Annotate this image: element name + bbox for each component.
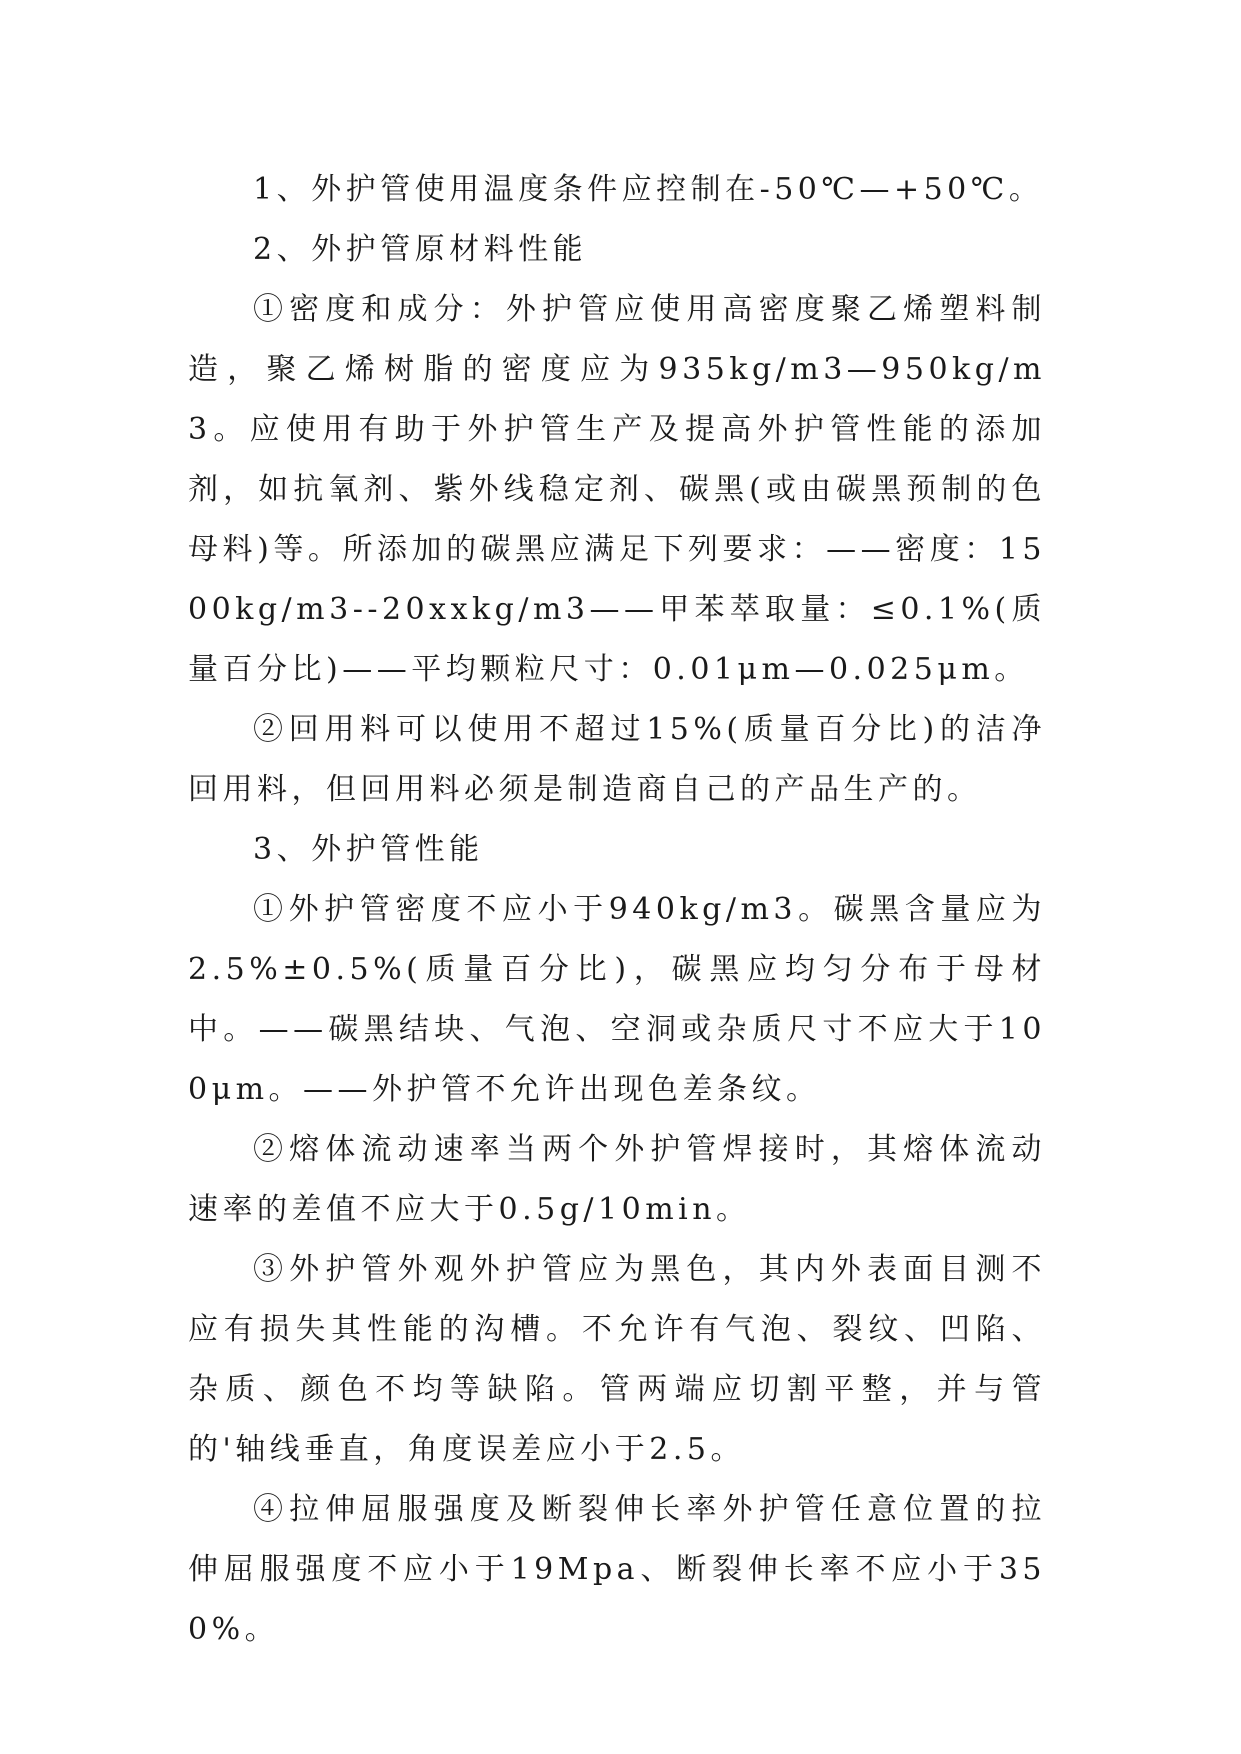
paragraph-temperature: 1、外护管使用温度条件应控制在-50℃—+50℃。 xyxy=(253,172,1044,207)
paragraph-pipe-density: ①外护管密度不应小于940kg/m3。碳黑含量应为2.5%±0.5%(质量百分比)，碳黑应均匀分布于母材中。——碳黑结块、气泡、空洞或杂质尺寸不应大于100μm。——外护管不允许出现色差条纹。 xyxy=(188,892,1046,1107)
document-body xyxy=(188,160,1046,1660)
heading-pipe-performance: 3、外护管性能 xyxy=(253,832,484,867)
paragraph-tensile-strength: ④拉伸屈服强度及断裂伸长率外护管任意位置的拉伸屈服强度不应小于19Mpa、断裂伸长率不应小于350%。 xyxy=(188,1492,1046,1647)
paragraph-density-composition: ①密度和成分：外护管应使用高密度聚乙烯塑料制造，聚乙烯树脂的密度应为935kg/m3—950kg/m3。应使用有助于外护管生产及提高外护管性能的添加剂，如抗氧剂、紫外线稳定剂、碳黑(或由碳黑预制的色母料)等。所添加的碳黑应满足下列要求：——密度：1500kg/m3--20xxkg/m3——甲苯萃取量：≤0.1%(质量百分比)——平均颗粒尺寸：0.01μm—0.025μm。 xyxy=(188,292,1046,687)
paragraph-appearance: ③外护管外观外护管应为黑色，其内外表面目测不应有损失其性能的沟槽。不允许有气泡、裂纹、凹陷、杂质、颜色不均等缺陷。管两端应切割平整，并与管的'轴线垂直，角度误差应小于2.5。 xyxy=(188,1252,1046,1467)
heading-raw-material: 2、外护管原材料性能 xyxy=(253,232,588,267)
paragraph-recycled-material: ②回用料可以使用不超过15%(质量百分比)的洁净回用料，但回用料必须是制造商自己的产品生产的。 xyxy=(188,712,1046,807)
paragraph-melt-flow-rate: ②熔体流动速率当两个外护管焊接时，其熔体流动速率的差值不应大于0.5g/10min。 xyxy=(188,1132,1046,1227)
